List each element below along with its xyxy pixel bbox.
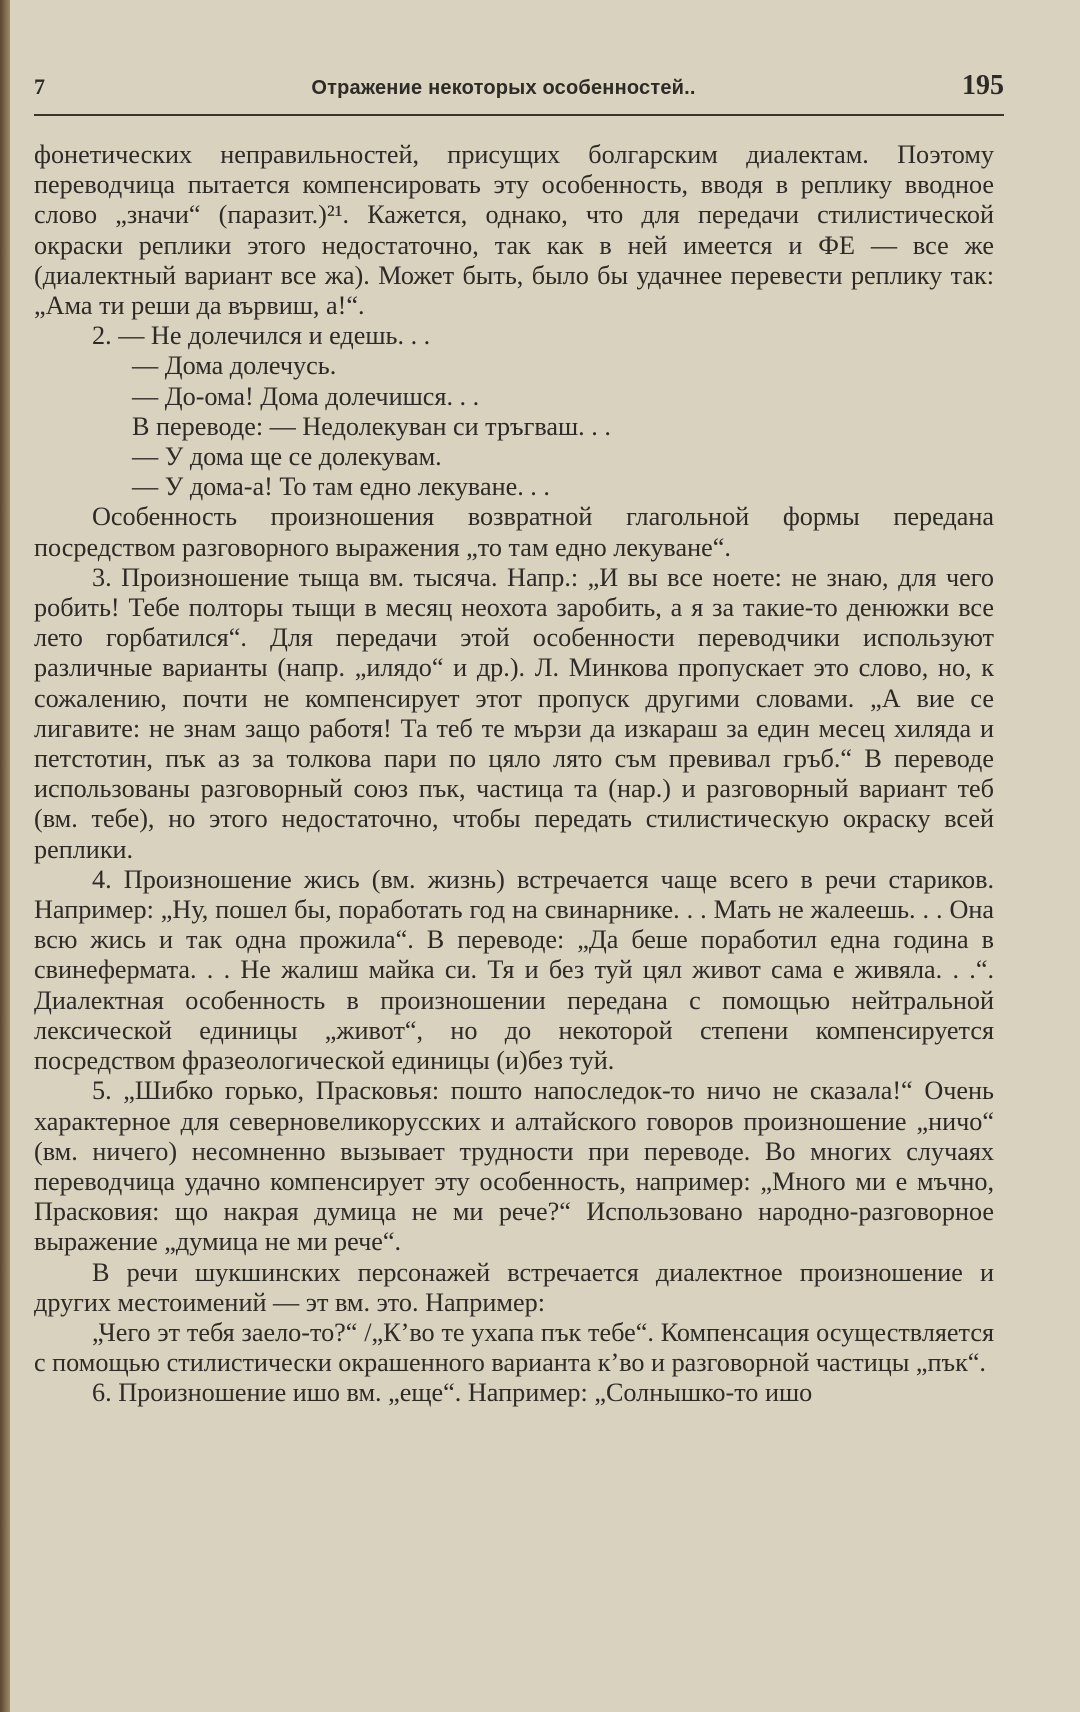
paragraph: 5. „Шибко горько, Прасковья: пошто напоследок-то ничо не сказала!“ Очень характерное для северновеликорусских и алтайского говоров произношение „ничо“ (вм. ничего) несомненно вызывает трудности при переводе. Во многих случаях переводчица удачно компенсирует эту особенность, например: „Много ми е мъчно, Прасковия: що накрая думица не ми рече?“ Использовано народно-разговорное выражение „думица не ми рече“. <box>34 1076 994 1257</box>
paragraph: фонетических неправильностей, присущих болгарским диалектам. Поэтому переводчица пытается компенсировать эту особенность, вводя в реплику вводное слово „значи“ (паразит.)²¹. Кажется, однако, что для передачи стилистической окраски реплики этого недостаточно, так как в ней имеется и ФЕ — все же (диалектный вариант все жа). Может быть, было бы удачнее перевести реплику так: „Ама ти реши да вървиш, а!“. <box>34 140 994 321</box>
paragraph: 4. Произношение жись (вм. жизнь) встречается чаще всего в речи стариков. Например: „Ну, пошел бы, поработать год на свинарнике. . . Мать не жалеешь. . . Она всю жись и так одна прожила“. В переводе: „Да беше поработил една година в свинефермата. . . Не жалиш майка си. Тя и без туй цял живот сама е живяла. . .“. Диалектная особенность в произношении передана с помощью нейтральной лексической единицы „живот“, но до некоторой степени компенсируется посредством фразеологической единицы (и)без туй. <box>34 864 994 1076</box>
dialogue-line: 2. — Не долечился и едешь. . . <box>92 321 431 351</box>
dialogue-line: — У дома ще се долекувам. <box>132 442 442 472</box>
running-header <box>34 70 1004 116</box>
paragraph: „Чего эт тебя заело-то?“ /„К’во те ухапа пък тебе“. Компенсация осуществляется с помощью стилистически окрашенного варианта к’во и разговорной частицы „пък“. <box>34 1317 994 1378</box>
dialogue-line: В переводе: — Недолекуван си тръгваш. . . <box>132 411 611 441</box>
page-number: 195 <box>962 70 1004 101</box>
paragraph: Особенность произношения возвратной глагольной формы передана посредством разговорного выражения „то там едно лекуване“. <box>34 502 994 562</box>
dialogue-line: — Дома долечусь. <box>132 351 337 381</box>
paragraph: 3. Произношение тыща вм. тысяча. Напр.: „И вы все ноете: не знаю, для чего робить! Тебе полторы тыщи в месяц неохота заробить, а я за такие-то денюжки все лето горбатился“. Для передачи этой особенности переводчики используют различные варианты (напр. „илядо“ и др.). Л. Минкова пропускает это слово, но, к сожалению, почти не компенсирует этот пропуск другими словами. „А вие се лигавите: не знам защо работя! Та теб те мързи да изкараш за един месец хиляда и петстотин, пък аз за толкова пари по цяло лято съм превивал гръб.“ В переводе использованы разговорный союз пък, частица та (нар.) и разговорный вариант теб (вм. тебе), но этого недостаточно, чтобы передать стилистическую окраску всей реплики. <box>34 562 994 864</box>
dialogue-line: — У дома-а! То там едно лекуване. . . <box>132 472 550 502</box>
running-title: Отражение некоторых особенностей.. <box>311 77 696 99</box>
dialogue-line: — До-ома! Дома долечишся. . . <box>132 381 480 411</box>
book-spine <box>0 0 10 1712</box>
book-page <box>28 70 1028 1409</box>
chapter-number: 7 <box>34 74 45 99</box>
paragraph: 6. Произношение ишо вм. „еще“. Например: „Солнышко-то ишо <box>92 1378 813 1408</box>
paragraph: В речи шукшинских персонажей встречается диалектное произношение и других местоимений — эт вм. это. Например: <box>34 1257 994 1317</box>
page-body <box>34 140 994 1409</box>
